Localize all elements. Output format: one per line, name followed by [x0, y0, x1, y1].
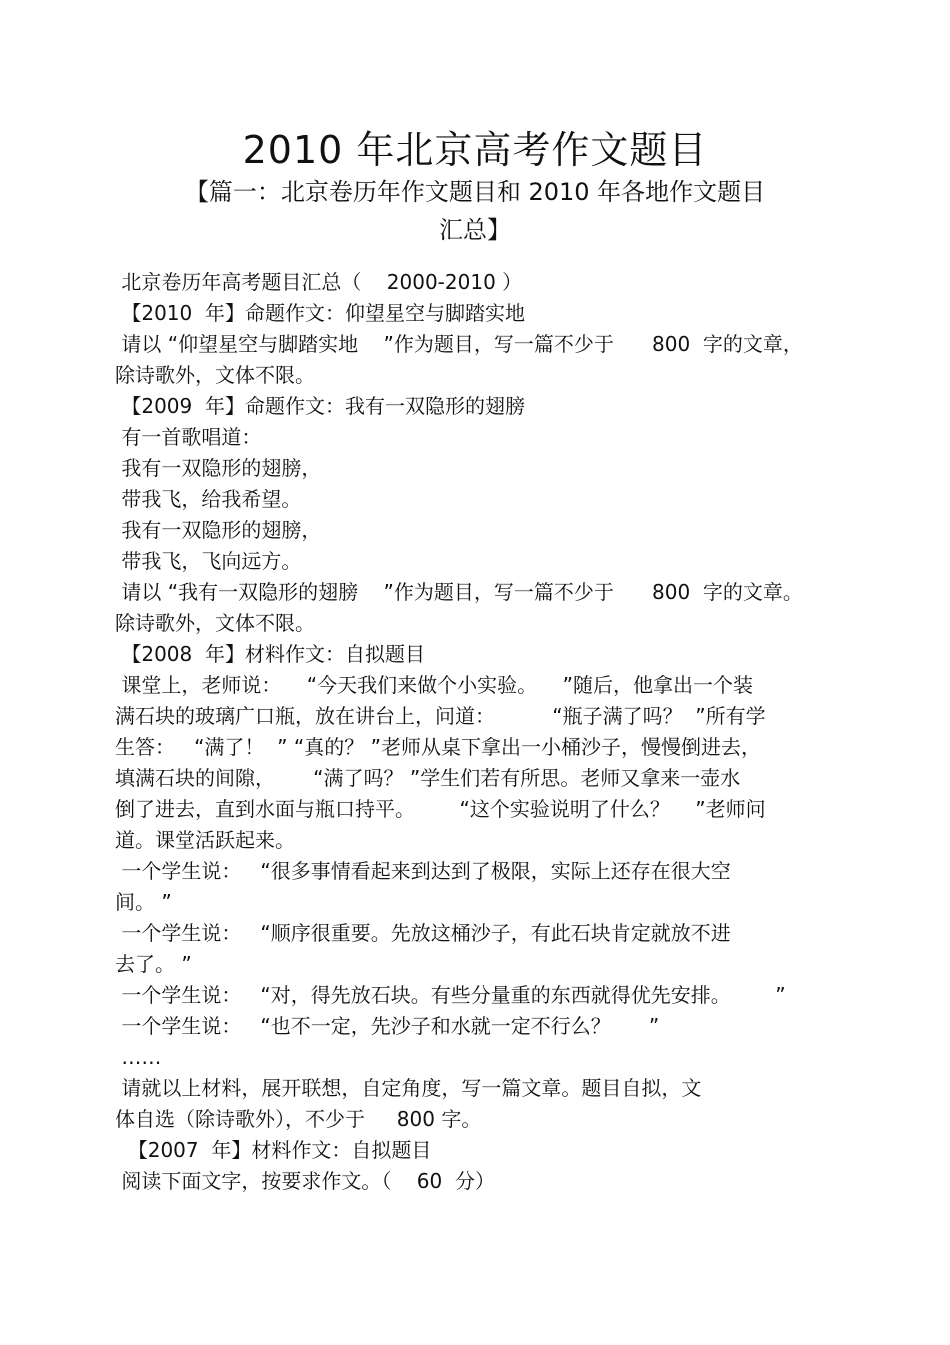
- body-line: 倒了进去，直到水面与瓶口持平。 “这个实验说明了什么？ ”老师问: [115, 797, 766, 821]
- document-subtitle-line-1: 【篇一：北京卷历年作文题目和 2010 年各地作文题目: [184, 178, 766, 206]
- document-title: 2010 年北京高考作文题目: [242, 128, 708, 172]
- body-line: 填满石块的间隙， “满了吗？ ”学生们若有所思。老师又拿来一壶水: [115, 766, 741, 790]
- body-line: 请以 “我有一双隐形的翅膀 ”作为题目，写一篇不少于 800 字的文章。: [115, 580, 803, 604]
- body-line: 一个学生说： “也不一定，先沙子和水就一定不行么？ ”: [115, 1014, 660, 1038]
- body-line: 带我飞，给我希望。: [115, 487, 302, 511]
- body-line: 道。课堂活跃起来。: [115, 828, 295, 852]
- body-line: 我有一双隐形的翅膀，: [115, 518, 322, 542]
- body-line: 阅读下面文字，按要求作文。（ 60 分）: [115, 1169, 495, 1193]
- body-line: 有一首歌唱道：: [115, 425, 262, 449]
- body-line: 生答： “满了！ ” “真的？ ”老师从桌下拿出一小桶沙子，慢慢倒进去，: [115, 735, 761, 759]
- document-subtitle-line-2: 汇总】: [439, 216, 511, 244]
- body-line: 去了。 ”: [115, 952, 192, 976]
- body-line: 满石块的玻璃广口瓶，放在讲台上，问道： “瓶子满了吗？ ”所有学: [115, 704, 766, 728]
- body-line: 一个学生说： “对，得先放石块。有些分量重的东西就得优先安排。 ”: [115, 983, 786, 1007]
- body-line: 北京卷历年高考题目汇总（ 2000-2010 ）: [115, 270, 523, 294]
- body-line: 带我飞，飞向远方。: [115, 549, 302, 573]
- body-line: 【2007 年】材料作文：自拟题目: [115, 1138, 432, 1162]
- body-line: 请以 “仰望星空与脚踏实地 ”作为题目，写一篇不少于 800 字的文章，: [115, 332, 803, 356]
- body-line: 【2008 年】材料作文：自拟题目: [115, 642, 425, 666]
- body-line: 【2010 年】命题作文：仰望星空与脚踏实地: [115, 301, 525, 325]
- body-line: 一个学生说： “顺序很重要。先放这桶沙子，有此石块肯定就放不进: [115, 921, 731, 945]
- body-line: 除诗歌外，文体不限。: [115, 363, 315, 387]
- body-line: 除诗歌外，文体不限。: [115, 611, 315, 635]
- body-line: 一个学生说： “很多事情看起来到达到了极限，实际上还存在很大空: [115, 859, 731, 883]
- body-line: 课堂上，老师说： “今天我们来做个小实验。 ”随后，他拿出一个装: [115, 673, 753, 697]
- body-line: 请就以上材料，展开联想，自定角度，写一篇文章。题目自拟，文: [115, 1076, 702, 1100]
- body-line: 体自选（除诗歌外），不少于 800 字。: [115, 1107, 482, 1131]
- body-line: 我有一双隐形的翅膀，: [115, 456, 322, 480]
- body-line: ……: [115, 1045, 162, 1069]
- body-line: 【2009 年】命题作文：我有一双隐形的翅膀: [115, 394, 525, 418]
- body-line: 间。 ”: [115, 890, 172, 914]
